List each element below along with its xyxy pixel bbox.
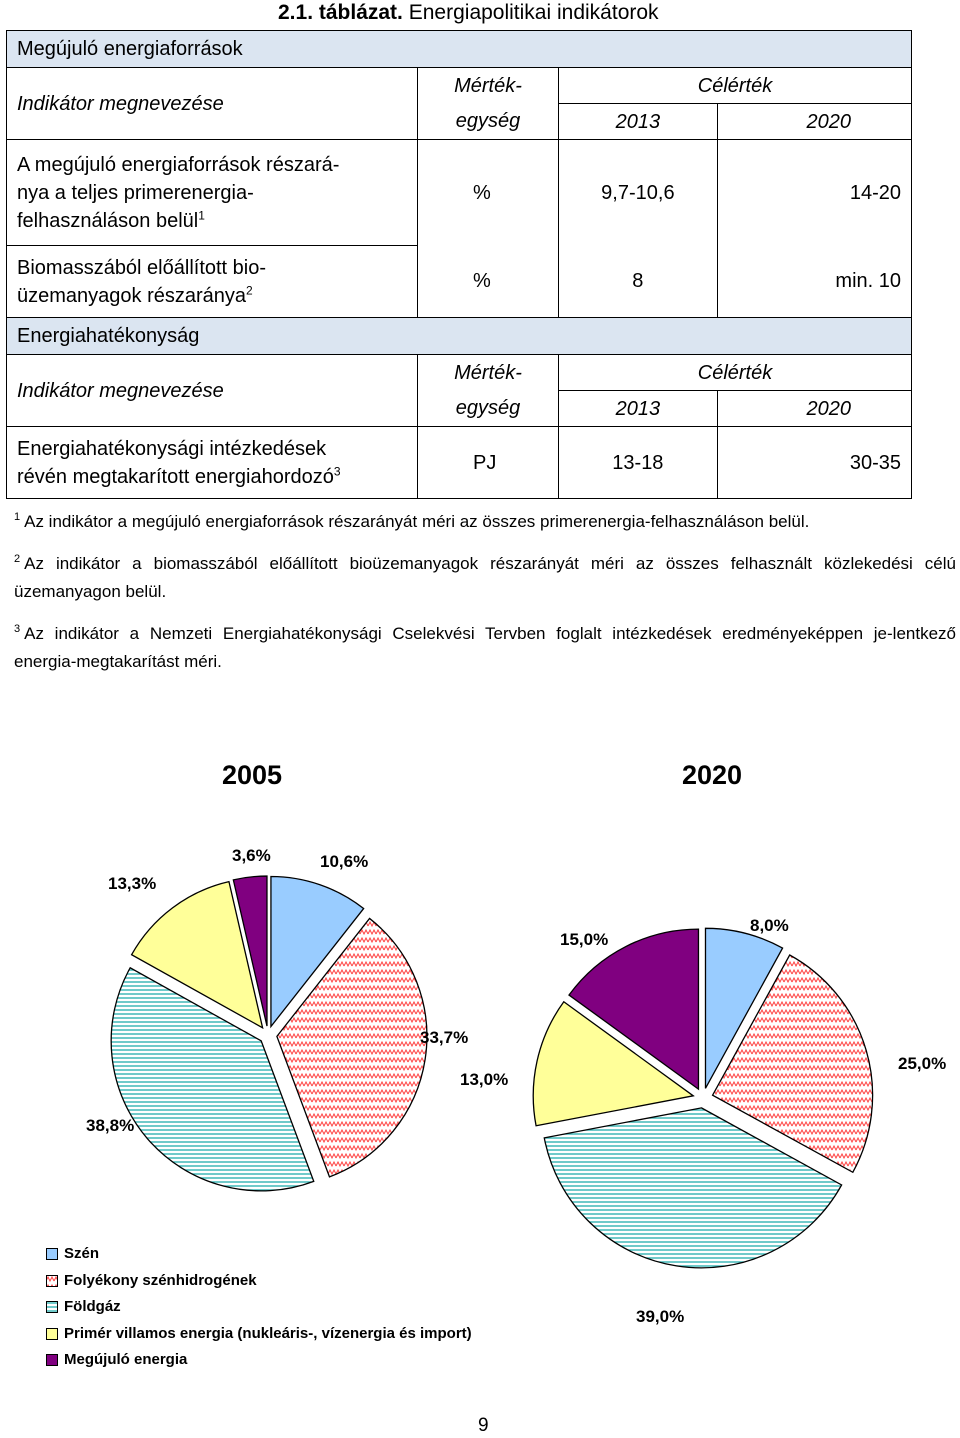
legend-swatch-megujulo [46, 1354, 58, 1366]
row-biofuel-share-name: Biomasszából előállított bio- üzemanyagok részaránya$^2$ [7, 246, 418, 318]
header-unit-1: Mérték- [418, 68, 559, 104]
header-year-2020: 2020 [717, 104, 911, 140]
pie-2020-label-megujulo: 15,0% [560, 930, 609, 949]
header-indicator-name-2: Indikátor megnevezése [7, 355, 418, 427]
footnote-2: $^2$ Az indikátor a biomasszából előállított bioüzemanyagok részarányát méri az összes felhasznált közlekedési célú üzemanyagon belül. [14, 553, 956, 601]
pie-2005-label-szen: 10,6% [320, 852, 369, 871]
header-target: Célérték [559, 68, 912, 104]
pie-2005-label-megujulo: 3,6% [232, 846, 271, 865]
caption-title: Energiapolitikai indikátorok [408, 1, 659, 24]
page-number: 9 [478, 1415, 489, 1436]
legend-swatch-primer [46, 1328, 58, 1340]
pie-2020 [533, 928, 872, 1268]
pie-2005-label-primer: 13,3% [108, 874, 157, 893]
row-efficiency-2020: 30-35 [717, 427, 911, 499]
chart-2005-title: 2005 [222, 760, 283, 790]
legend-item-szen: Szén [46, 1243, 472, 1270]
legend-item-megujulo: Megújuló energia [46, 1349, 472, 1376]
row-biofuel-share-2020: min. 10 [717, 246, 911, 318]
pie-2020-label-primer: 13,0% [460, 1070, 509, 1089]
pie-2020-label-foldgaz: 39,0% [636, 1307, 685, 1326]
header-year-2013b: 2013 [559, 391, 718, 427]
legend-swatch-foldgaz [46, 1301, 58, 1313]
header-unit-2: egység [418, 104, 559, 140]
row-renewable-share-unit: % [418, 140, 559, 246]
header-unit-1b: Mérték- [418, 355, 559, 391]
row-biofuel-share-unit: % [418, 246, 559, 318]
pie-2020-label-folyekony: 25,0% [898, 1054, 947, 1073]
footnote-1: $^1$ Az indikátor a megújuló energiaforrások részarányát méri az összes primerenergia-felhasználáson belül. [14, 511, 810, 531]
header-target-2: Célérték [559, 355, 912, 391]
row-efficiency-unit: PJ [418, 427, 559, 499]
pie-2020-label-szen: 8,0% [750, 916, 789, 935]
row-renewable-share-name: A megújuló energiaforrások részará- nya a teljes primerenergia- felhasználáson belül$^1$ [7, 140, 418, 246]
row-efficiency-name: Energiahatékonysági intézkedések révén megtakarított energiahordozó$^3$ [7, 427, 418, 499]
header-year-2013: 2013 [559, 104, 718, 140]
section-efficiency: Energiahatékonyság [7, 318, 912, 355]
pie-legend [46, 1243, 472, 1376]
row-renewable-share-2013: 9,7-10,6 [559, 140, 718, 246]
legend-item-foldgaz: Földgáz [46, 1296, 472, 1323]
header-unit-2b: egység [418, 391, 559, 427]
pie-2005-label-folyekony: 33,7% [420, 1028, 469, 1047]
row-biofuel-share-2013: 8 [559, 246, 718, 318]
section-renewables: Megújuló energiaforrások [7, 31, 912, 68]
row-efficiency-2013: 13-18 [559, 427, 718, 499]
pie-2005 [111, 876, 427, 1191]
row-renewable-share-2020: 14-20 [717, 140, 911, 246]
chart-2020-title: 2020 [682, 760, 743, 790]
pie-2005-label-foldgaz: 38,8% [86, 1116, 135, 1135]
legend-item-primer: Primér villamos energia (nukleáris-, vízenergia és import) [46, 1323, 472, 1350]
caption-number: 2.1. táblázat. [278, 1, 403, 24]
header-year-2020b: 2020 [717, 391, 911, 427]
footnote-3: $^3$ Az indikátor a Nemzeti Energiahatékonysági Cselekvési Tervben foglalt intézkedések eredményeképpen je-lentkező energia-megtakarítást méri. [14, 623, 956, 671]
header-indicator-name: Indikátor megnevezése [7, 68, 418, 140]
legend-item-folyekony: Folyékony szénhidrogének [46, 1270, 472, 1297]
legend-swatch-folyekony [46, 1275, 58, 1287]
legend-swatch-szen [46, 1248, 58, 1260]
